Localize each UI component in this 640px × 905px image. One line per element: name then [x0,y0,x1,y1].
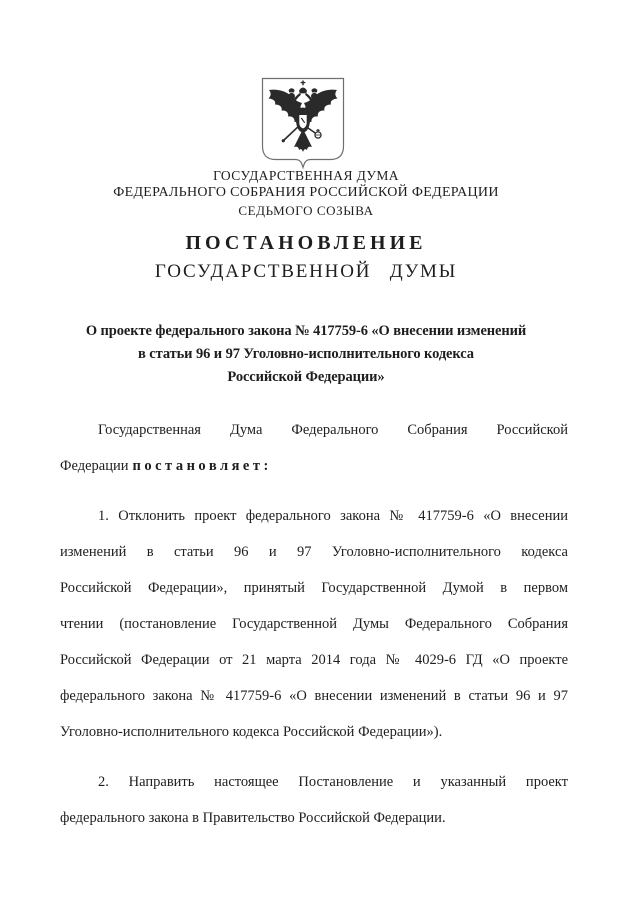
body-paragraph [60,764,568,836]
coat-of-arms-icon [261,77,345,171]
org-convocation-line: СЕДЬМОГО СОЗЫВА [238,203,374,218]
body-line: Российской Федерации», принятый Государственной Думой в первом [60,580,568,596]
letterhead [0,168,612,283]
body-line: федерального закона в Правительство Российской Федерации. [60,810,446,826]
resolution-body [60,412,568,836]
emphasized-word: постановляет: [132,458,272,474]
body-line: Государственная Дума Федерального Собрания Российской [98,422,568,438]
org-name-line1: ГОСУДАРСТВЕННАЯ ДУМА [213,168,399,183]
coat-of-arms [261,77,345,171]
document-type-heading: ПОСТАНОВЛЕНИЕ [185,232,427,254]
org-name-line2: ФЕДЕРАЛЬНОГО СОБРАНИЯ РОССИЙСКОЙ ФЕДЕРАЦИИ [113,185,499,200]
title-line: в статьи 96 и 97 Уголовно-исполнительного кодекса [138,346,474,362]
body-paragraph [60,498,568,750]
body-line: федерального закона № 417759-6 «О внесении изменений в статьи 96 и 97 [60,688,568,704]
body-line: 1. Отклонить проект федерального закона № 417759-6 «О внесении [98,508,568,524]
body-line: изменений в статьи 96 и 97 Уголовно-исполнительного кодекса [60,544,568,560]
body-paragraph [60,412,568,484]
body-line: 2. Направить настоящее Постановление и указанный проект [98,774,568,790]
title-line: О проекте федерального закона № 417759-6 «О внесении изменений [85,323,527,339]
document-issuer-heading: ГОСУДАРСТВЕННОЙ ДУМЫ [154,261,458,282]
title-line: Российской Федерации» [227,369,385,385]
body-line: Федерации постановляет: [60,458,272,474]
body-line: Уголовно-исполнительного кодекса Российской Федерации»). [60,724,443,740]
resolution-title [49,320,563,389]
body-line: чтении (постановление Государственной Думы Федерального Собрания [60,616,568,632]
body-line: Российской Федерации от 21 марта 2014 года № 4029-6 ГД «О проекте [60,652,568,668]
